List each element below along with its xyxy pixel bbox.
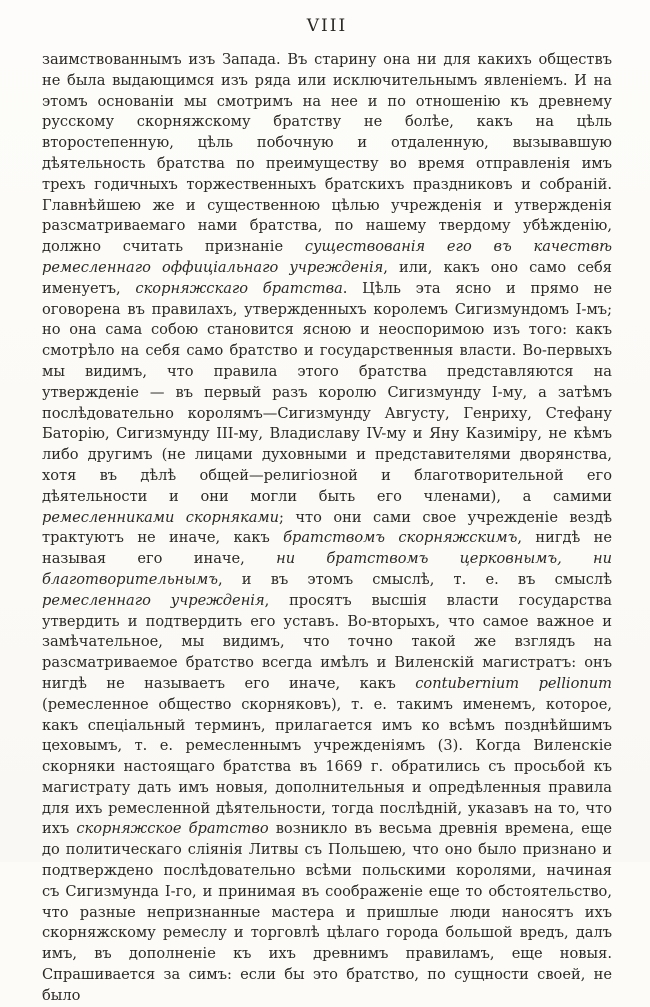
text-segment: ; что они сами свое учрежденіе вездѣ трактуютъ не иначе, какъ	[42, 508, 613, 547]
text-segment: , просятъ высшія власти государства утвердить и подтвердить его уставъ. Во-вторыхъ, что самое важное и замѣчательное, мы видимъ, что точно такой же взглядъ на разсматриваемое братство всегда имѣлъ и Виленскій магистратъ: онъ нигдѣ не называетъ его иначе, какъ	[42, 591, 613, 692]
text-segment: ремесленнаго учрежденія	[42, 591, 265, 609]
text-segment: братствомъ скорняжскимъ	[283, 529, 518, 547]
text-segment: возникло въ весьма древнія времена, еще до политическаго сліянія Литвы съ Польшею, что оно было признано и подтверждено послѣдовательно всѣми польскими королями, начиная съ Сигизмунда I-го, и принимая въ соображеніе еще то обстоятельство, что разные непризнанные мастера и пришлые люди наносятъ ихъ скорняжскому ремеслу и торговлѣ цѣлаго города большой вредъ, далъ имъ, въ дополненіе къ ихъ древнимъ правиламъ, еще новыя. Спрашивается за симъ: если бы это братство, по сущности своей, не было	[42, 820, 612, 1004]
text-segment: , нигдѣ не называя его иначе,	[42, 529, 613, 568]
text-segment: . Цѣль эта ясно и прямо не оговорена въ правилахъ, утвержденныхъ королемъ Сигизмундомъ I-мъ; но она сама собою становится ясною и неоспоримою изъ того: какъ смотрѣло на себя само братство и государственныя власти. Во-первыхъ мы видимъ, что правила этого братства представляются на утвержденіе — въ первый разъ королю Сигизмунду I-му, а затѣмъ послѣдовательно королямъ—Сигизмунду Августу, Генриху, Стефану Баторію, Сигизмунду III-му, Владиславу IV-му и Яну Казиміру, не кѣмъ либо другимъ (не лицами духовными и представителями дворянства, хотя въ дѣлѣ общей—религіозной и благотворительной его дѣятельности и они могли быть его членами), а самими	[42, 279, 613, 505]
text-segment: скорняжское братство	[76, 820, 269, 838]
text-segment: (ремесленное общество скорняковъ), т. е. такимъ именемъ, которое, какъ спеціальный терминъ, прилагается имъ ко всѣмъ позднѣйшимъ цеховымъ, т. е. ремесленнымъ учрежденіямъ (3). Когда Виленскіе скорняки настоящаго братства въ 1669 г. обратились съ просьбой къ магистрату дать имъ новыя, дополнительныя и опредѣленныя правила для ихъ ремесленной дѣятельности, тогда послѣдній, указавъ на то, что ихъ	[42, 695, 612, 838]
text-segment: , и въ этомъ смыслѣ, т. е. въ смыслѣ	[217, 570, 612, 588]
text-segment: заимствованнымъ изъ Запада. Въ старину она ни для какихъ обществъ не была выдающимся изъ ряда или исключительнымъ явленіемъ. И на этомъ основаніи мы смотримъ на нее и по отношенію къ древнему русскому скорняжскому братству не болѣе, какъ на цѣль второстепенную, цѣль побочную и отдаленную, вызывавшую дѣятельность братства по преимуществу во время отправленія имъ трехъ годичныхъ торжественныхъ братскихъ праздниковъ и собраній. Главнѣйшею же и существенною цѣлью учрежденія и утвержденія разсматриваемаго нами братства, по нашему твердому убѣжденію, должно считать признаніе	[42, 51, 612, 256]
body-paragraph	[42, 50, 612, 1007]
text-segment: , или, какъ оно само себя именуетъ,	[42, 258, 613, 297]
page-number: VIII	[306, 16, 348, 36]
text-segment: скорняжскаго братства	[135, 279, 343, 297]
text-segment: contubernium pellionum	[415, 674, 612, 692]
text-segment: существованія его въ качествѣ ремесленнаго оффиціальнаго учрежденія	[42, 238, 612, 276]
text-segment: ни братствомъ церковнымъ, ни благотворительнымъ	[42, 550, 612, 588]
text-segment: ремесленниками скорняками	[42, 508, 280, 526]
